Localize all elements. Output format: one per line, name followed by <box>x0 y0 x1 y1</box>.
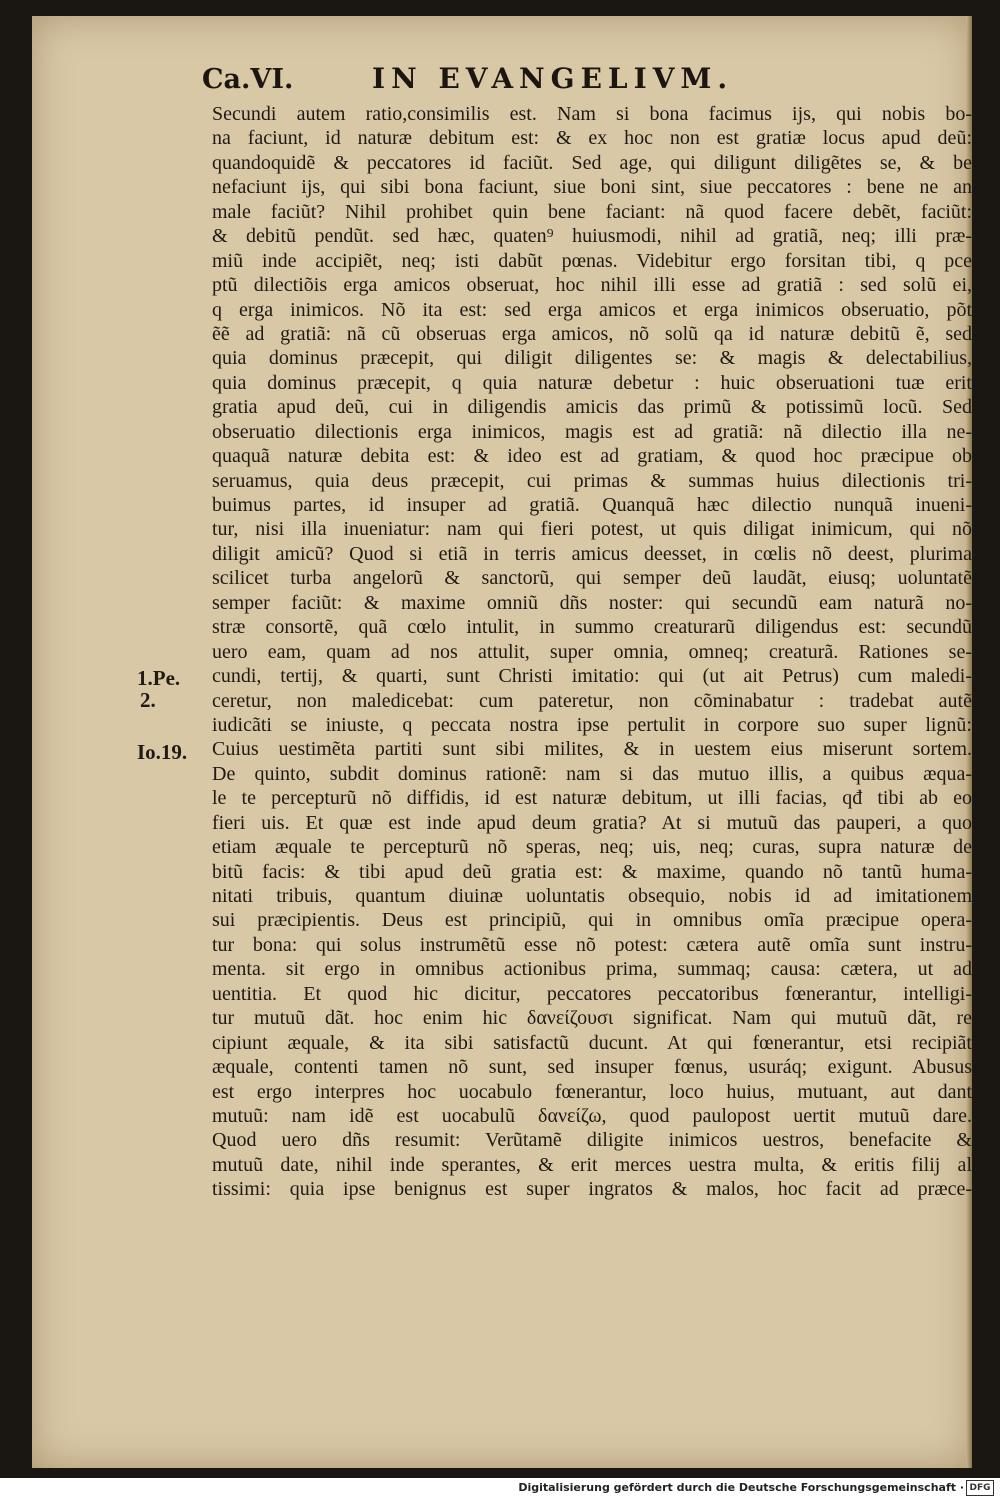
text-line: na faciunt, id naturæ debitum est: & ex hoc non est gratiæ locus apud deũ: <box>212 127 972 150</box>
text-line: cipiunt æquale, & ita sibi satisfactũ ducunt. At qui fœnerantur, etsi recipiãt <box>212 1031 972 1054</box>
text-line: uentitia. Et quod hic dicitur, peccatores peccatoribus fœnerantur, intelligi- <box>212 982 972 1005</box>
text-line: quia dominus præcepit, q quia naturæ debetur : huic obseruationi tuæ erit <box>212 371 972 394</box>
text-line: nitati tribuis, quantum diuinæ uoluntatis obsequio, nobis id ad imitationem <box>212 885 972 907</box>
text-line: diligit amicũ? Quod si etiã in terris amicus deesset, in cœlis nõ deest, plurima <box>212 542 972 565</box>
book-page <box>32 16 972 1468</box>
text-line: bitũ facis: & tibi apud deũ gratia est: & maxime, quando nõ tantũ huma- <box>212 860 972 883</box>
text-line: obseruatio dilectionis erga inimicos, magis est ad gratiã: nã dilectio illa ne- <box>212 420 972 443</box>
margin-note: Io.19. <box>137 740 188 764</box>
book-title-heading: IN EVANGELIVM. <box>372 62 734 95</box>
text-line: nefaciunt ijs, qui sibi bona faciunt, siue boni sint, siue peccatores : bene ne an <box>212 176 972 199</box>
text-line: tur bona: qui solus instrumẽtũ esse nõ potest: cætera autẽ omĩa sunt instru- <box>212 933 972 956</box>
text-line: Quod uero dñs resumit: Verũtamẽ diligite inimicos uestros, benefacite & <box>212 1129 972 1152</box>
text-line: semper faciũt: & maxime omniũ dñs noster: qui secundũ eam naturã no- <box>212 591 972 614</box>
text-line: æquale, contenti tamen nõ sunt, sed insuper fœnus, usuráq; exigunt. Abusus <box>212 1056 972 1079</box>
funding-credit: Digitalisierung gefördert durch die Deutsche Forschungsgemeinschaft · <box>518 1481 964 1494</box>
text-line: quaquã naturæ debita est: & ideo est ad gratiam, & quod hoc præcipue ob <box>212 445 972 468</box>
text-line: fieri uis. Et quæ est inde apud deum gratia? At si mutuũ das pauperi, a quo <box>212 811 972 834</box>
text-line: est ergo interpres hoc uocabulo fœnerantur, loco huius, mutuant, aut dant <box>212 1080 972 1103</box>
text-line: ceretur, non maledicebat: cum pateretur, non cõminabatur : tradebat autẽ <box>212 689 972 712</box>
text-line: Secundi autem ratio,consimilis est. Nam si bona facimus ijs, qui nobis bo- <box>212 103 972 125</box>
text-line: etiam æquale te percepturũ nõ speras, neq; uis, neq; curas, supra naturæ de <box>212 836 972 859</box>
text-line: quia dominus præcepit, qui diligit diligentes se: & magis & delectabilius, <box>212 347 972 370</box>
footer-bar <box>0 1478 1000 1499</box>
text-line: ẽẽ ad gratiã: nã cũ obseruas erga amicos, nõ solũ qa id naturæ debitũ ẽ, sed <box>212 322 972 345</box>
text-line: De quinto, subdit dominus rationẽ: nam si das mutuo illis, a quibus æqua- <box>212 762 972 785</box>
text-line: Cuius uestimẽta partiti sunt sibi milites, & in uestem eius miserunt sortem. <box>212 738 972 761</box>
text-line: & debitũ pendũt. sed hæc, quaten⁹ huiusmodi, nihil ad gratiã, neq; illi præ- <box>212 225 972 248</box>
text-line: cundi, tertij, & quarti, sunt Christi imitatio: qui (ut ait Petrus) cum maledi- <box>212 665 972 688</box>
text-line: tur, nisi illa inueniatur: nam qui fieri potest, ut quis diligat inimicum, qui nõ <box>212 518 972 541</box>
body-text <box>212 102 972 1202</box>
text-line: tissimi: quia ipse benignus est super ingratos & malos, hoc facit ad præce- <box>212 1178 972 1201</box>
running-head <box>202 60 822 104</box>
text-line: le te percepturũ nõ diffidis, id est naturæ debitum, ut illi facias, qđ tibi ab eo <box>212 787 972 810</box>
text-line: scilicet turba angelorũ & sanctorũ, qui semper deũ laudãt, eiusq; uoluntatẽ <box>212 567 972 590</box>
text-line: stræ consortẽ, quã cœlo intulit, in summo creaturarũ diligendus est: secundũ <box>212 616 972 639</box>
dfg-logo: DFG <box>966 1480 994 1496</box>
text-line: seruamus, quia deus præcepit, cui primas & summas huius dilectionis tri- <box>212 469 972 492</box>
text-line: iudicãti se iniuste, q peccata nostra ipse pertulit in corpore suo super lignũ: <box>212 713 972 736</box>
text-line: miũ inde accipiẽt, neq; isti dabũt pœnas. Videbitur ergo forsitan tibi, q pce <box>212 249 972 272</box>
text-line: tur mutuũ dãt. hoc enim hic δανείζουσι significat. Nam qui mutuũ dãt, re <box>212 1007 972 1030</box>
text-line: ptũ dilectiõis erga amicos obseruat, hoc nihil illi esse ad gratiã : sed solũ ei, <box>212 274 972 297</box>
text-line: uero eam, quam ad nos attulit, super omnia, omneq; creaturã. Rationes se- <box>212 640 972 663</box>
text-line: menta. sit ergo in omnibus actionibus prima, summaq; causa: cætera, ut ad <box>212 958 972 981</box>
margin-note: 2. <box>140 688 156 712</box>
text-line: quandoquidẽ & peccatores id faciũt. Sed age, qui diligunt diligẽtes se, & be <box>212 151 972 174</box>
text-line: sui præcipientis. Deus est principiũ, qui in omnibus omĩa præcipue opera- <box>212 909 972 932</box>
text-line: q erga inimicos. Nõ ita est: sed erga amicos et erga inimicos obseruatio, põt <box>212 298 972 321</box>
margin-note: 1.Pe. <box>137 666 181 690</box>
text-line: mutuũ: nam idẽ est uocabulũ δανείζω, quod paulopost uertit mutuũ dare. <box>212 1104 972 1127</box>
text-line: buimus partes, id insuper ad gratiã. Quanquã hæc dilectio nunquã inueni- <box>212 494 972 516</box>
text-line: mutuũ date, nihil inde sperantes, & erit merces uestra multa, & eritis filij al <box>212 1153 972 1176</box>
text-line: gratia apud deũ, cui in diligendis amicis das primũ & potissimũ locũ. Sed <box>212 396 972 419</box>
chapter-heading: Ca.VI. <box>202 64 294 95</box>
text-line: male faciũt? Nihil prohibet quin bene faciant: nã quod facere debẽt, faciũt: <box>212 200 972 223</box>
